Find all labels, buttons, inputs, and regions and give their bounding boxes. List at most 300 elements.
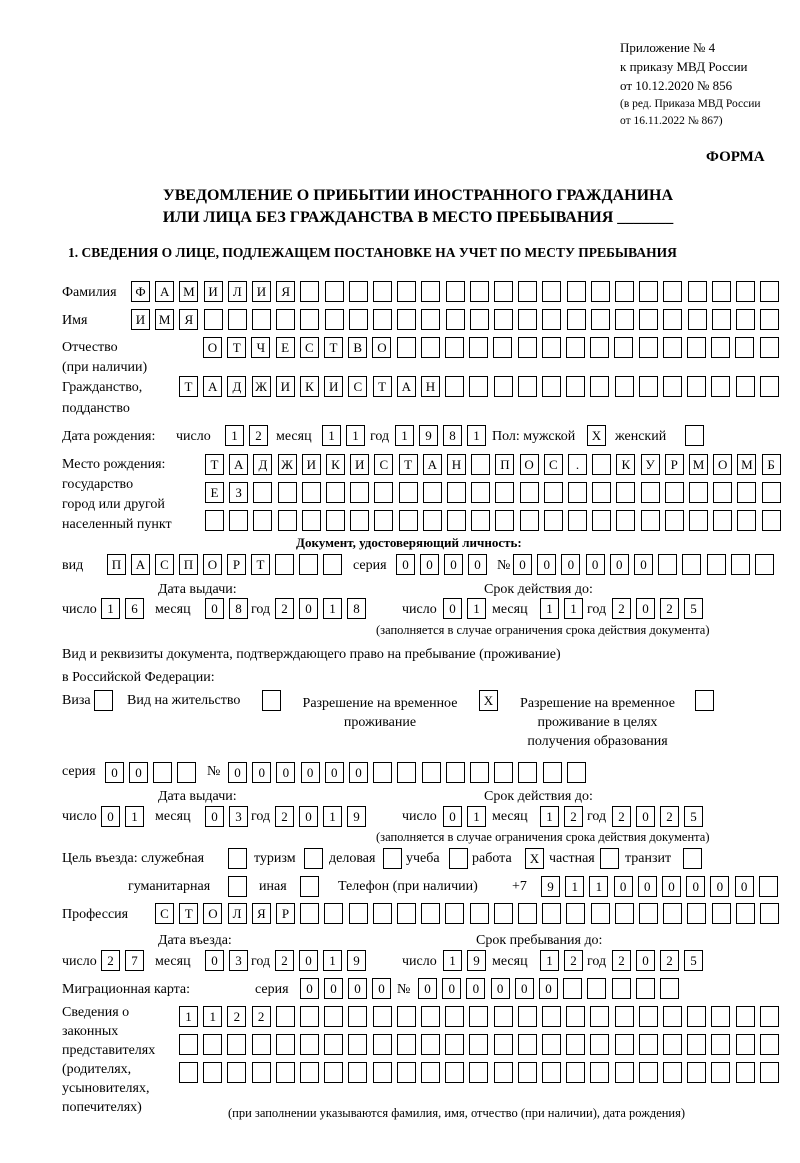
char-cell-citizenship[interactable] [639, 376, 658, 397]
char-cell-stay-series[interactable]: 0 [105, 762, 124, 783]
char-cell-surname[interactable] [567, 281, 586, 302]
char-cell-birth-place-3[interactable] [520, 510, 539, 531]
char-cell-entry-year[interactable]: 1 [323, 950, 342, 971]
char-cell-doc-issue-day[interactable]: 6 [125, 598, 144, 619]
char-cell-rep-3[interactable] [687, 1062, 706, 1083]
char-cell-patronymic[interactable]: В [348, 337, 367, 358]
char-cell-doc-kind[interactable]: О [203, 554, 222, 575]
char-cell-mc-number[interactable] [660, 978, 679, 999]
char-cell-profession[interactable]: О [203, 903, 222, 924]
char-cell-mc-number[interactable]: 0 [491, 978, 510, 999]
char-cell-stay-issue-day[interactable]: 1 [125, 806, 144, 827]
char-cell-birth-place-3[interactable] [689, 510, 708, 531]
char-cell-doc-valid-year[interactable]: 0 [636, 598, 655, 619]
char-cell-until-year[interactable]: 2 [612, 950, 631, 971]
checkbox-p-tourism[interactable] [304, 848, 323, 869]
char-cell-rep-2[interactable] [227, 1034, 246, 1055]
char-cell-profession[interactable] [663, 903, 682, 924]
char-cell-citizenship[interactable] [736, 376, 755, 397]
char-cell-citizenship[interactable]: Т [179, 376, 198, 397]
char-cell-rep-2[interactable] [542, 1034, 561, 1055]
char-cell-birth-place-2[interactable] [495, 482, 514, 503]
char-cell-profession[interactable]: Л [228, 903, 247, 924]
char-cell-doc-issue-year[interactable]: 1 [323, 598, 342, 619]
char-cell-until-day[interactable]: 9 [467, 950, 486, 971]
char-cell-doc-kind[interactable]: А [131, 554, 150, 575]
char-cell-citizenship[interactable]: К [300, 376, 319, 397]
char-cell-doc-kind[interactable]: П [107, 554, 126, 575]
char-cell-birth-place-1[interactable]: А [423, 454, 442, 475]
char-cell-profession[interactable] [518, 903, 537, 924]
char-cell-patronymic[interactable]: Ч [251, 337, 270, 358]
char-cell-surname[interactable] [639, 281, 658, 302]
char-cell-citizenship[interactable] [566, 376, 585, 397]
char-cell-profession[interactable] [470, 903, 489, 924]
char-cell-surname[interactable]: Ф [131, 281, 150, 302]
char-cell-birth-place-3[interactable] [229, 510, 248, 531]
char-cell-doc-issue-month[interactable]: 8 [229, 598, 248, 619]
char-cell-entry-month[interactable]: 3 [229, 950, 248, 971]
char-cell-rep-3[interactable] [518, 1062, 537, 1083]
char-cell-stay-number[interactable]: 0 [301, 762, 320, 783]
char-cell-name[interactable] [591, 309, 610, 330]
char-cell-rep-3[interactable] [760, 1062, 779, 1083]
char-cell-name[interactable] [615, 309, 634, 330]
char-cell-birth-place-3[interactable] [350, 510, 369, 531]
char-cell-stay-issue-year[interactable]: 2 [275, 806, 294, 827]
char-cell-profession[interactable]: Я [252, 903, 271, 924]
char-cell-rep-1[interactable] [590, 1006, 609, 1027]
char-cell-birth-place-1[interactable]: Б [762, 454, 781, 475]
char-cell-rep-2[interactable] [566, 1034, 585, 1055]
char-cell-birth-place-3[interactable] [205, 510, 224, 531]
char-cell-rep-3[interactable] [348, 1062, 367, 1083]
char-cell-profession[interactable] [324, 903, 343, 924]
char-cell-rep-3[interactable] [590, 1062, 609, 1083]
char-cell-surname[interactable] [760, 281, 779, 302]
char-cell-doc-number[interactable]: 0 [561, 554, 580, 575]
char-cell-profession[interactable] [615, 903, 634, 924]
char-cell-doc-valid-month[interactable]: 1 [564, 598, 583, 619]
char-cell-until-year[interactable]: 2 [660, 950, 679, 971]
char-cell-surname[interactable] [349, 281, 368, 302]
char-cell-rep-2[interactable] [445, 1034, 464, 1055]
char-cell-name[interactable] [325, 309, 344, 330]
char-cell-name[interactable] [204, 309, 223, 330]
char-cell-birth-place-2[interactable] [568, 482, 587, 503]
char-cell-patronymic[interactable]: Е [276, 337, 295, 358]
char-cell-surname[interactable]: Я [276, 281, 295, 302]
char-cell-rep-2[interactable] [760, 1034, 779, 1055]
char-cell-rep-3[interactable] [203, 1062, 222, 1083]
char-cell-birth-year[interactable]: 1 [467, 425, 486, 446]
char-cell-stay-number[interactable] [543, 762, 562, 783]
char-cell-birth-place-3[interactable] [641, 510, 660, 531]
char-cell-surname[interactable] [712, 281, 731, 302]
char-cell-until-month[interactable]: 1 [540, 950, 559, 971]
char-cell-name[interactable] [688, 309, 707, 330]
char-cell-rep-3[interactable] [494, 1062, 513, 1083]
char-cell-stay-issue-month[interactable]: 3 [229, 806, 248, 827]
char-cell-patronymic[interactable] [711, 337, 730, 358]
char-cell-doc-number[interactable]: 0 [537, 554, 556, 575]
char-cell-rep-1[interactable] [518, 1006, 537, 1027]
char-cell-doc-kind[interactable] [323, 554, 342, 575]
char-cell-rep-3[interactable] [542, 1062, 561, 1083]
char-cell-mc-number[interactable] [563, 978, 582, 999]
char-cell-mc-number[interactable]: 0 [418, 978, 437, 999]
char-cell-mc-series[interactable]: 0 [324, 978, 343, 999]
char-cell-birth-place-2[interactable] [374, 482, 393, 503]
char-cell-birth-place-1[interactable]: . [568, 454, 587, 475]
char-cell-profession[interactable] [760, 903, 779, 924]
char-cell-rep-3[interactable] [252, 1062, 271, 1083]
char-cell-surname[interactable] [688, 281, 707, 302]
char-cell-birth-place-1[interactable]: К [616, 454, 635, 475]
char-cell-doc-valid-day[interactable]: 1 [467, 598, 486, 619]
char-cell-until-month[interactable]: 2 [564, 950, 583, 971]
char-cell-birth-place-3[interactable] [665, 510, 684, 531]
char-cell-rep-2[interactable] [494, 1034, 513, 1055]
char-cell-doc-valid-day[interactable]: 0 [443, 598, 462, 619]
char-cell-birth-year[interactable]: 8 [443, 425, 462, 446]
char-cell-patronymic[interactable] [614, 337, 633, 358]
char-cell-rep-1[interactable]: 2 [252, 1006, 271, 1027]
char-cell-doc-number[interactable] [682, 554, 701, 575]
char-cell-birth-place-1[interactable]: Ж [278, 454, 297, 475]
char-cell-patronymic[interactable] [687, 337, 706, 358]
char-cell-rep-3[interactable] [421, 1062, 440, 1083]
char-cell-birth-place-1[interactable]: К [326, 454, 345, 475]
char-cell-entry-year[interactable]: 9 [347, 950, 366, 971]
char-cell-profession[interactable] [373, 903, 392, 924]
char-cell-birth-month[interactable]: 1 [322, 425, 341, 446]
char-cell-birth-place-1[interactable]: Н [447, 454, 466, 475]
char-cell-name[interactable] [567, 309, 586, 330]
char-cell-entry-day[interactable]: 7 [125, 950, 144, 971]
char-cell-birth-place-2[interactable]: Е [205, 482, 224, 503]
char-cell-rep-2[interactable] [179, 1034, 198, 1055]
char-cell-birth-place-3[interactable] [471, 510, 490, 531]
char-cell-until-day[interactable]: 1 [443, 950, 462, 971]
char-cell-surname[interactable] [663, 281, 682, 302]
char-cell-profession[interactable] [639, 903, 658, 924]
char-cell-birth-place-1[interactable]: О [520, 454, 539, 475]
char-cell-doc-issue-year[interactable]: 8 [347, 598, 366, 619]
char-cell-surname[interactable] [373, 281, 392, 302]
char-cell-until-year[interactable]: 0 [636, 950, 655, 971]
char-cell-patronymic[interactable]: О [372, 337, 391, 358]
char-cell-entry-year[interactable]: 0 [299, 950, 318, 971]
char-cell-patronymic[interactable] [663, 337, 682, 358]
char-cell-stay-issue-year[interactable]: 1 [323, 806, 342, 827]
char-cell-mc-number[interactable]: 0 [442, 978, 461, 999]
char-cell-profession[interactable]: Р [276, 903, 295, 924]
char-cell-profession[interactable] [566, 903, 585, 924]
char-cell-stay-number[interactable]: 0 [252, 762, 271, 783]
char-cell-patronymic[interactable] [566, 337, 585, 358]
char-cell-stay-valid-year[interactable]: 5 [684, 806, 703, 827]
char-cell-rep-3[interactable] [711, 1062, 730, 1083]
char-cell-rep-1[interactable] [421, 1006, 440, 1027]
char-cell-name[interactable]: И [131, 309, 150, 330]
char-cell-doc-number[interactable] [658, 554, 677, 575]
char-cell-birth-place-3[interactable] [278, 510, 297, 531]
char-cell-birth-place-1[interactable]: С [544, 454, 563, 475]
checkbox-temp-residence-edu[interactable] [695, 690, 714, 711]
char-cell-birth-place-3[interactable] [713, 510, 732, 531]
char-cell-profession[interactable] [445, 903, 464, 924]
char-cell-doc-series[interactable]: 0 [420, 554, 439, 575]
char-cell-profession[interactable] [494, 903, 513, 924]
char-cell-profession[interactable]: С [155, 903, 174, 924]
char-cell-doc-kind[interactable]: Т [251, 554, 270, 575]
char-cell-phone[interactable]: 0 [710, 876, 729, 897]
char-cell-birth-place-3[interactable] [737, 510, 756, 531]
char-cell-citizenship[interactable] [445, 376, 464, 397]
char-cell-doc-kind[interactable] [275, 554, 294, 575]
char-cell-birth-place-1[interactable]: Т [399, 454, 418, 475]
char-cell-name[interactable]: Я [179, 309, 198, 330]
char-cell-patronymic[interactable]: О [203, 337, 222, 358]
char-cell-name[interactable] [276, 309, 295, 330]
char-cell-name[interactable] [373, 309, 392, 330]
char-cell-birth-place-1[interactable]: Т [205, 454, 224, 475]
char-cell-phone[interactable]: 9 [541, 876, 560, 897]
char-cell-name[interactable] [736, 309, 755, 330]
char-cell-mc-number[interactable]: 0 [466, 978, 485, 999]
char-cell-birth-place-2[interactable] [520, 482, 539, 503]
char-cell-citizenship[interactable] [518, 376, 537, 397]
char-cell-citizenship[interactable]: А [203, 376, 222, 397]
char-cell-citizenship[interactable] [687, 376, 706, 397]
char-cell-stay-number[interactable]: 0 [349, 762, 368, 783]
char-cell-rep-3[interactable] [445, 1062, 464, 1083]
char-cell-name[interactable] [494, 309, 513, 330]
char-cell-patronymic[interactable] [590, 337, 609, 358]
char-cell-surname[interactable] [615, 281, 634, 302]
char-cell-stay-valid-year[interactable]: 2 [660, 806, 679, 827]
char-cell-name[interactable] [446, 309, 465, 330]
char-cell-rep-1[interactable]: 1 [179, 1006, 198, 1027]
char-cell-phone[interactable]: 1 [589, 876, 608, 897]
char-cell-birth-place-1[interactable] [592, 454, 611, 475]
char-cell-entry-day[interactable]: 2 [101, 950, 120, 971]
checkbox-p-other[interactable] [300, 876, 319, 897]
char-cell-phone[interactable]: 0 [735, 876, 754, 897]
char-cell-doc-kind[interactable]: П [179, 554, 198, 575]
char-cell-rep-1[interactable] [276, 1006, 295, 1027]
char-cell-rep-2[interactable] [518, 1034, 537, 1055]
char-cell-doc-issue-month[interactable]: 0 [205, 598, 224, 619]
char-cell-birth-place-2[interactable] [350, 482, 369, 503]
char-cell-profession[interactable] [542, 903, 561, 924]
char-cell-doc-number[interactable]: 0 [610, 554, 629, 575]
char-cell-phone[interactable]: 0 [638, 876, 657, 897]
char-cell-rep-1[interactable] [494, 1006, 513, 1027]
char-cell-rep-2[interactable] [348, 1034, 367, 1055]
char-cell-citizenship[interactable] [760, 376, 779, 397]
char-cell-profession[interactable] [349, 903, 368, 924]
char-cell-doc-issue-year[interactable]: 2 [275, 598, 294, 619]
char-cell-phone[interactable]: 0 [686, 876, 705, 897]
char-cell-mc-series[interactable]: 0 [348, 978, 367, 999]
char-cell-rep-3[interactable] [300, 1062, 319, 1083]
char-cell-patronymic[interactable] [760, 337, 779, 358]
char-cell-stay-number[interactable]: 0 [228, 762, 247, 783]
char-cell-rep-1[interactable]: 1 [203, 1006, 222, 1027]
char-cell-profession[interactable] [300, 903, 319, 924]
char-cell-rep-3[interactable] [615, 1062, 634, 1083]
char-cell-rep-1[interactable] [300, 1006, 319, 1027]
checkbox-p-humanitarian[interactable] [228, 876, 247, 897]
char-cell-rep-3[interactable] [179, 1062, 198, 1083]
char-cell-birth-place-3[interactable] [399, 510, 418, 531]
char-cell-phone[interactable]: 1 [565, 876, 584, 897]
char-cell-birth-place-3[interactable] [592, 510, 611, 531]
char-cell-citizenship[interactable]: И [276, 376, 295, 397]
char-cell-doc-kind[interactable]: Р [227, 554, 246, 575]
char-cell-rep-1[interactable] [324, 1006, 343, 1027]
char-cell-rep-1[interactable] [373, 1006, 392, 1027]
char-cell-birth-place-2[interactable] [713, 482, 732, 503]
char-cell-rep-2[interactable] [615, 1034, 634, 1055]
char-cell-rep-3[interactable] [397, 1062, 416, 1083]
char-cell-patronymic[interactable] [518, 337, 537, 358]
char-cell-stay-number[interactable] [518, 762, 537, 783]
char-cell-doc-issue-day[interactable]: 1 [101, 598, 120, 619]
char-cell-birth-place-2[interactable]: З [229, 482, 248, 503]
char-cell-stay-valid-month[interactable]: 2 [564, 806, 583, 827]
char-cell-birth-place-2[interactable] [665, 482, 684, 503]
checkbox-sex-male[interactable]: X [587, 425, 606, 446]
char-cell-surname[interactable] [494, 281, 513, 302]
char-cell-surname[interactable] [736, 281, 755, 302]
char-cell-doc-valid-year[interactable]: 2 [612, 598, 631, 619]
char-cell-citizenship[interactable] [494, 376, 513, 397]
char-cell-rep-1[interactable] [687, 1006, 706, 1027]
char-cell-rep-1[interactable] [542, 1006, 561, 1027]
char-cell-mc-number[interactable] [612, 978, 631, 999]
char-cell-patronymic[interactable] [639, 337, 658, 358]
char-cell-entry-year[interactable]: 2 [275, 950, 294, 971]
char-cell-doc-number[interactable]: 0 [586, 554, 605, 575]
char-cell-mc-number[interactable]: 0 [539, 978, 558, 999]
char-cell-mc-series[interactable]: 0 [372, 978, 391, 999]
char-cell-name[interactable] [518, 309, 537, 330]
char-cell-rep-3[interactable] [227, 1062, 246, 1083]
char-cell-name[interactable] [228, 309, 247, 330]
char-cell-doc-number[interactable]: 0 [513, 554, 532, 575]
char-cell-stay-number[interactable]: 0 [276, 762, 295, 783]
char-cell-stay-valid-day[interactable]: 1 [467, 806, 486, 827]
char-cell-doc-valid-year[interactable]: 5 [684, 598, 703, 619]
char-cell-until-year[interactable]: 5 [684, 950, 703, 971]
char-cell-birth-place-2[interactable] [544, 482, 563, 503]
char-cell-name[interactable] [470, 309, 489, 330]
char-cell-phone[interactable] [759, 876, 778, 897]
checkbox-p-transit[interactable] [683, 848, 702, 869]
char-cell-rep-1[interactable] [615, 1006, 634, 1027]
char-cell-birth-place-3[interactable] [544, 510, 563, 531]
checkbox-p-work[interactable]: X [525, 848, 544, 869]
char-cell-citizenship[interactable] [615, 376, 634, 397]
char-cell-rep-2[interactable] [736, 1034, 755, 1055]
char-cell-birth-place-1[interactable]: С [374, 454, 393, 475]
checkbox-p-study[interactable] [449, 848, 468, 869]
checkbox-visa[interactable] [94, 690, 113, 711]
char-cell-entry-month[interactable]: 0 [205, 950, 224, 971]
char-cell-profession[interactable] [712, 903, 731, 924]
char-cell-rep-1[interactable] [348, 1006, 367, 1027]
char-cell-stay-number[interactable] [422, 762, 441, 783]
char-cell-name[interactable] [349, 309, 368, 330]
char-cell-rep-3[interactable] [663, 1062, 682, 1083]
char-cell-name[interactable] [252, 309, 271, 330]
char-cell-stay-number[interactable] [446, 762, 465, 783]
char-cell-surname[interactable] [397, 281, 416, 302]
char-cell-surname[interactable] [542, 281, 561, 302]
char-cell-surname[interactable] [421, 281, 440, 302]
char-cell-birth-place-2[interactable] [399, 482, 418, 503]
char-cell-citizenship[interactable] [663, 376, 682, 397]
char-cell-rep-3[interactable] [469, 1062, 488, 1083]
char-cell-doc-number[interactable] [707, 554, 726, 575]
char-cell-patronymic[interactable]: Т [324, 337, 343, 358]
char-cell-stay-number[interactable] [373, 762, 392, 783]
char-cell-stay-number[interactable] [397, 762, 416, 783]
char-cell-citizenship[interactable]: Н [421, 376, 440, 397]
char-cell-rep-1[interactable] [663, 1006, 682, 1027]
char-cell-name[interactable] [421, 309, 440, 330]
char-cell-birth-place-3[interactable] [423, 510, 442, 531]
char-cell-doc-number[interactable]: 0 [634, 554, 653, 575]
char-cell-birth-place-1[interactable]: О [713, 454, 732, 475]
char-cell-rep-3[interactable] [639, 1062, 658, 1083]
char-cell-rep-2[interactable] [252, 1034, 271, 1055]
char-cell-birth-place-2[interactable] [616, 482, 635, 503]
char-cell-birth-place-1[interactable]: А [229, 454, 248, 475]
char-cell-birth-place-3[interactable] [374, 510, 393, 531]
char-cell-rep-1[interactable] [639, 1006, 658, 1027]
char-cell-rep-3[interactable] [324, 1062, 343, 1083]
char-cell-stay-series[interactable] [153, 762, 172, 783]
char-cell-rep-2[interactable] [687, 1034, 706, 1055]
char-cell-birth-place-1[interactable]: П [495, 454, 514, 475]
char-cell-surname[interactable] [325, 281, 344, 302]
char-cell-patronymic[interactable]: Т [227, 337, 246, 358]
checkbox-residence[interactable] [262, 690, 281, 711]
char-cell-birth-place-2[interactable] [762, 482, 781, 503]
char-cell-rep-3[interactable] [736, 1062, 755, 1083]
char-cell-stay-valid-year[interactable]: 2 [612, 806, 631, 827]
char-cell-doc-number[interactable] [731, 554, 750, 575]
char-cell-birth-year[interactable]: 9 [419, 425, 438, 446]
char-cell-doc-series[interactable]: 0 [396, 554, 415, 575]
char-cell-rep-3[interactable] [373, 1062, 392, 1083]
char-cell-birth-place-3[interactable] [762, 510, 781, 531]
char-cell-rep-1[interactable]: 2 [227, 1006, 246, 1027]
char-cell-birth-place-2[interactable] [253, 482, 272, 503]
char-cell-stay-valid-month[interactable]: 1 [540, 806, 559, 827]
char-cell-rep-2[interactable] [300, 1034, 319, 1055]
char-cell-birth-place-2[interactable] [278, 482, 297, 503]
char-cell-birth-place-1[interactable]: Р [665, 454, 684, 475]
char-cell-rep-2[interactable] [663, 1034, 682, 1055]
char-cell-rep-2[interactable] [373, 1034, 392, 1055]
char-cell-birth-place-3[interactable] [495, 510, 514, 531]
char-cell-surname[interactable] [470, 281, 489, 302]
